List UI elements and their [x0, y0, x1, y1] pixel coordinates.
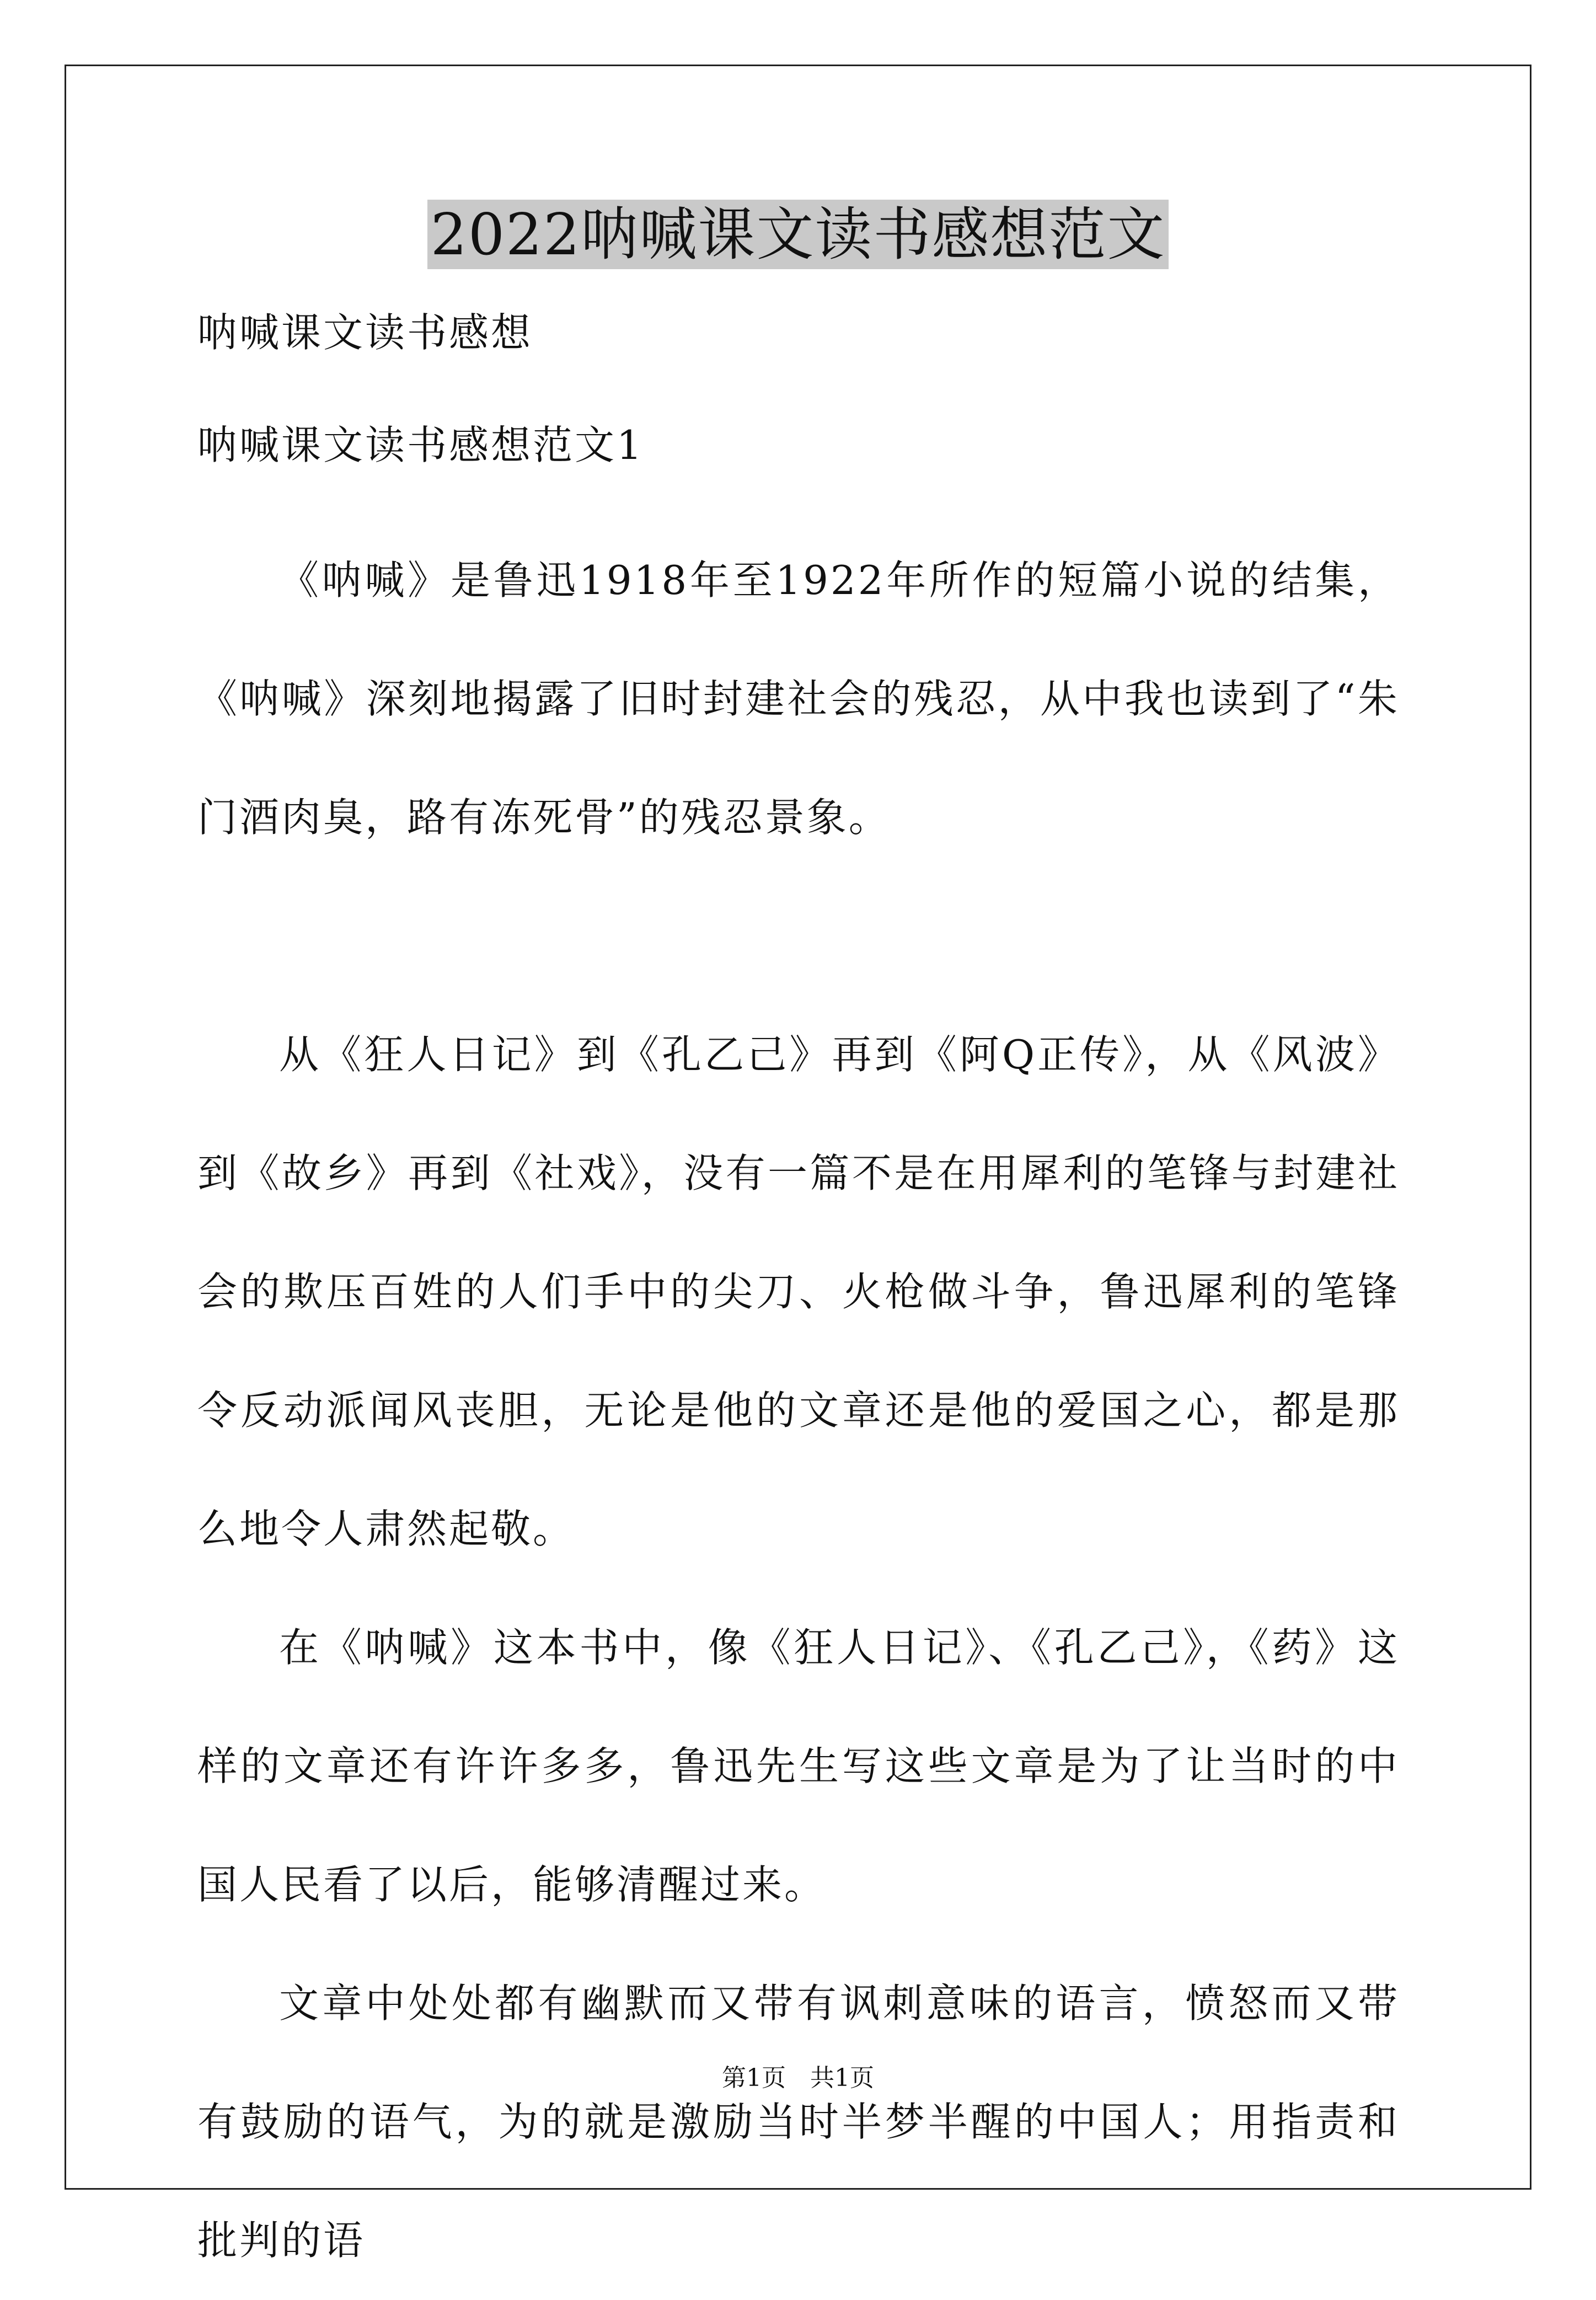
paragraph: 从《狂人日记》到《孔乙己》再到《阿Q正传》，从《风波》到《故乡》再到《社戏》，没有一篇不是在用犀利的笔锋与封建社会的欺压百姓的人们手中的尖刀、火枪做斗争，鲁迅犀利的笔锋令反动派闻风丧胆，无论是他的文章还是他的爱国之心，都是那么地令人肃然起敬。 [197, 1031, 1400, 1552]
page-footer [0, 2062, 1596, 2095]
paragraph: 《呐喊》是鲁迅1918年至1922年所作的短篇小说的结集，《呐喊》深刻地揭露了旧时封建社会的残忍，从中我也读到了“朱门酒肉臭，路有冻死骨”的残忍景象。 [197, 557, 1400, 841]
paragraph: 在《呐喊》这本书中，像《狂人日记》、《孔乙己》，《药》这样的文章还有许许多多，鲁迅先生写这些文章是为了让当时的中国人民看了以后，能够清醒过来。 [197, 1624, 1400, 1908]
title-container [0, 200, 1596, 269]
document-body [197, 306, 1400, 2300]
page-number: 第1页 [722, 2064, 786, 2092]
page-count: 共1页 [810, 2064, 874, 2092]
section-heading: 呐喊课文读书感想 [197, 309, 533, 356]
document-title: 2022呐喊课文读书感想范文 [427, 200, 1169, 269]
paragraph: 文章中处处都有幽默而又带有讽刺意味的语言，愤怒而又带有鼓励的语气，为的就是激励当时半梦半醒的中国人；用指责和批判的语 [197, 1980, 1400, 2264]
subsection-heading: 呐喊课文读书感想范文1 [197, 422, 644, 468]
